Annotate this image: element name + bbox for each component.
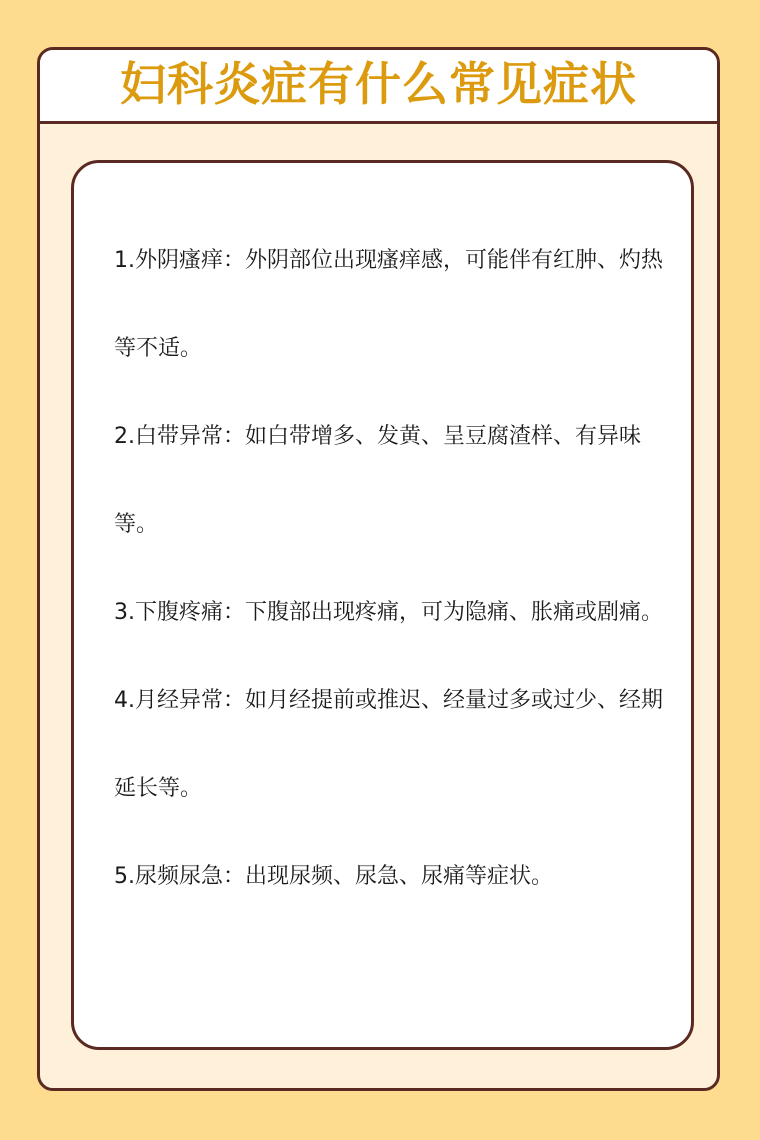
page-title: 妇科炎症有什么常见症状 <box>120 56 637 111</box>
symptom-item-4: 4.月经异常：如月经提前或推迟、经量过多或过少、经期延长等。 <box>114 688 663 801</box>
symptom-item-3: 3.下腹疼痛：下腹部出现疼痛，可为隐痛、胀痛或剧痛。 <box>114 600 663 625</box>
symptom-item-2: 2.白带异常：如白带增多、发黄、呈豆腐渣样、有异味等。 <box>114 424 641 537</box>
content-card <box>71 160 694 1050</box>
title-banner <box>40 50 717 124</box>
symptom-item-1: 1.外阴瘙痒：外阴部位出现瘙痒感，可能伴有红肿、灼热等不适。 <box>114 248 663 361</box>
symptom-list <box>114 217 674 921</box>
outer-card <box>37 47 720 1091</box>
symptom-item-5: 5.尿频尿急：出现尿频、尿急、尿痛等症状。 <box>114 864 553 889</box>
